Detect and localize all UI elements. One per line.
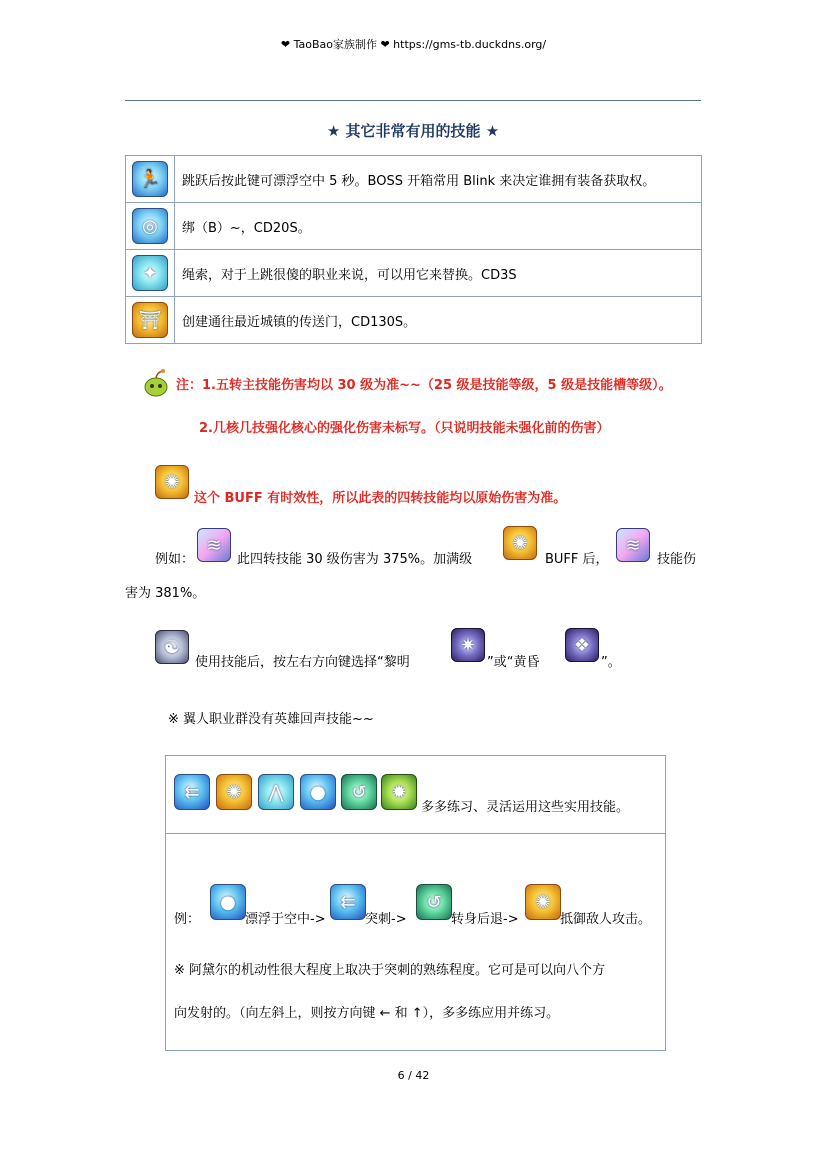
mobility-note-1: ※ 阿黛尔的机动性很大程度上取决于突刺的熟练程度。它可是可以向八个方 bbox=[174, 963, 606, 978]
example-prefix: 例如： bbox=[155, 552, 195, 567]
buff-emblem-icon: ✺ bbox=[155, 465, 189, 499]
skill-row bbox=[126, 203, 702, 250]
example-label: 例： bbox=[174, 912, 201, 927]
slash-skill-icon: ≋ bbox=[197, 528, 231, 562]
skill-description: 创建通往最近城镇的传送门，CD130S。 bbox=[175, 297, 702, 344]
skill-description: 跳跃后按此键可漂浮空中 5 秒。BOSS 开箱常用 Blink 来决定谁拥有装备获取权。 bbox=[175, 156, 702, 203]
dawn-dusk-text-1: 使用技能后，按左右方向键选择“黎明 bbox=[195, 655, 410, 670]
skill-description: 绑（B）~，CD20S。 bbox=[175, 203, 702, 250]
winged-note: ※ 翼人职业群没有英雄回声技能~~ bbox=[168, 712, 374, 727]
combo-step-2: 突刺-> bbox=[365, 912, 407, 927]
practice-intro: 多多练习、灵活运用这些实用技能。 bbox=[421, 800, 630, 815]
header-divider bbox=[125, 100, 701, 101]
combo-step-4: 抵御敌人攻击。 bbox=[560, 912, 652, 927]
mascot-icon bbox=[141, 368, 171, 398]
combo-step-1: 漂浮于空中-> bbox=[245, 912, 326, 927]
example-text-4: 害为 381%。 bbox=[125, 586, 206, 601]
green-burst-icon: ✹ bbox=[381, 774, 417, 810]
example-text-1: 此四转技能 30 级伤害为 375%。加满级 bbox=[237, 552, 473, 567]
dawn-dusk-text-2: ”或“黄昏 bbox=[487, 655, 540, 670]
note-line-2: 2.几核几技强化核心的强化伤害未标写。（只说明技能未强化前的伤害） bbox=[199, 421, 610, 436]
float-orb-icon: ● bbox=[300, 774, 336, 810]
buff-emblem-icon: ✺ bbox=[503, 526, 537, 560]
float-orb-icon: ● bbox=[210, 884, 246, 920]
dash-runner-icon: 🏃 bbox=[132, 161, 168, 197]
retreat-icon: ↺ bbox=[341, 774, 377, 810]
portal-gate-icon: ⛩ bbox=[132, 302, 168, 338]
skills-table bbox=[125, 155, 702, 344]
practice-box bbox=[165, 755, 666, 1051]
skill-row bbox=[126, 297, 702, 344]
retreat-icon: ↺ bbox=[416, 884, 452, 920]
slash-skill-icon: ≋ bbox=[616, 528, 650, 562]
thrust-icon: ⇇ bbox=[330, 884, 366, 920]
section-title: ★ 其它非常有用的技能 ★ bbox=[326, 122, 500, 140]
example-text-2: BUFF 后， bbox=[545, 552, 609, 567]
skill-row bbox=[126, 250, 702, 297]
example-text-3: 技能伤 bbox=[657, 552, 697, 567]
shield-emblem-icon: ✺ bbox=[525, 884, 561, 920]
skill-row bbox=[126, 156, 702, 203]
rope-crystal-icon: ✦ bbox=[132, 255, 168, 291]
thrust-icon: ⇇ bbox=[174, 774, 210, 810]
skill-description: 绳索，对于上跳很傻的职业来说，可以用它来替换。CD3S bbox=[175, 250, 702, 297]
dawn-dusk-orb-icon: ☯ bbox=[155, 630, 189, 664]
combo-step-3: 转身后退-> bbox=[451, 912, 519, 927]
note-line-1: 注：1.五转主技能伤害均以 30 级为准~~（25 级是技能等级，5 级是技能槽等级）。 bbox=[176, 378, 672, 393]
dawn-dusk-text-3: ”。 bbox=[601, 655, 621, 670]
page-number: 6 / 42 bbox=[397, 1069, 430, 1082]
shield-emblem-icon: ✺ bbox=[216, 774, 252, 810]
mobility-note-2: 向发射的。（向左斜上，则按方向键 ← 和 ↑），多多练应用并练习。 bbox=[174, 1006, 560, 1021]
ring-bind-icon: ◎ bbox=[132, 208, 168, 244]
buff-note: 这个 BUFF 有时效性，所以此表的四转技能均以原始伤害为准。 bbox=[194, 491, 567, 506]
dusk-icon: ❖ bbox=[565, 628, 599, 662]
dawn-icon: ✷ bbox=[451, 628, 485, 662]
wings-icon: ⋀ bbox=[258, 774, 294, 810]
page-header-banner: ❤ TaoBao家族制作 ❤ https://gms-tb.duckdns.org/ bbox=[280, 38, 547, 51]
